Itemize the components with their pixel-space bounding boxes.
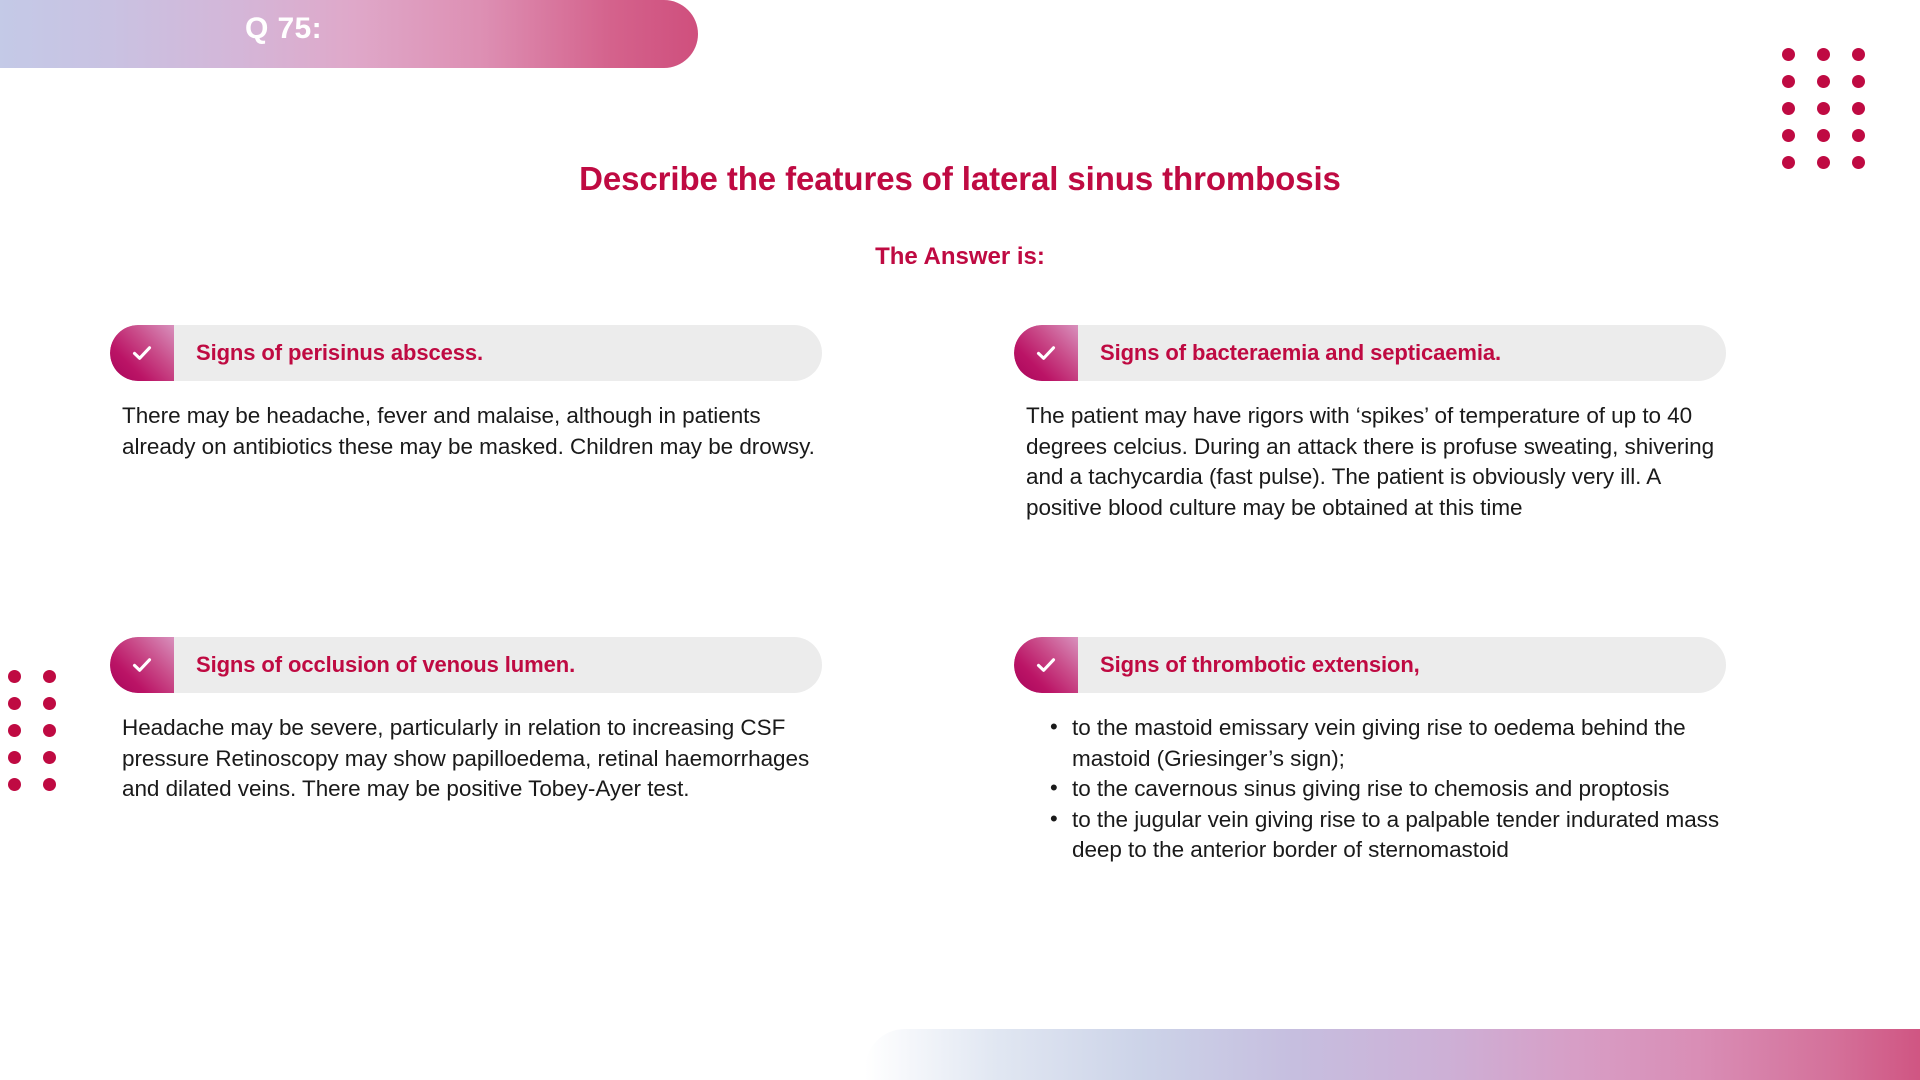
decorative-dot	[1782, 102, 1795, 115]
decorative-dot	[43, 751, 56, 764]
check-icon	[110, 325, 174, 381]
page-title: Describe the features of lateral sinus thrombosis	[579, 160, 1341, 197]
header-ribbon	[0, 0, 698, 68]
answer-card-occlusion-venous-lumen	[110, 637, 822, 805]
decorative-dot	[8, 751, 21, 764]
answer-card-title: Signs of thrombotic extension,	[1100, 652, 1420, 677]
answer-card-body	[1014, 693, 1726, 866]
decorative-dot-grid-left	[8, 670, 78, 805]
decorative-dot	[1817, 48, 1830, 61]
decorative-dot	[8, 778, 21, 791]
decorative-dot	[1817, 102, 1830, 115]
answer-card-body	[1014, 381, 1726, 523]
check-icon	[1014, 637, 1078, 693]
check-icon	[110, 637, 174, 693]
decorative-dot	[8, 724, 21, 737]
footer-ribbon	[865, 1029, 1920, 1080]
decorative-dot	[43, 724, 56, 737]
answer-card-body	[110, 693, 822, 805]
decorative-dot	[1852, 48, 1865, 61]
answer-card-bacteraemia-septicaemia	[1014, 325, 1726, 523]
answer-card-perisinus-abscess	[110, 325, 822, 462]
answer-card-paragraph: There may be headache, fever and malaise, although in patients already on antibiotics these may be masked. Children may be drowsy.	[122, 403, 815, 459]
check-icon	[1014, 325, 1078, 381]
answer-card-body	[110, 381, 822, 462]
question-number-label: Q 75:	[245, 12, 323, 45]
answer-card-bullet-list	[1026, 713, 1726, 866]
decorative-dot	[1852, 102, 1865, 115]
decorative-dot	[43, 778, 56, 791]
answer-card-header	[110, 637, 822, 693]
decorative-dot	[1782, 75, 1795, 88]
decorative-dot	[43, 697, 56, 710]
answer-card-header	[1014, 325, 1726, 381]
answer-card-paragraph: Headache may be severe, particularly in relation to increasing CSF pressure Retinoscopy may show papilloedema, retinal haemorrhages and dilated veins. There may be positive Tobey-Ayer test.	[122, 715, 810, 802]
decorative-dot	[8, 670, 21, 683]
answer-card-bullet-item: • to the jugular vein giving rise to a palpable tender indurated mass deep to the anterior border of sternomastoid	[1072, 805, 1726, 866]
answer-card-bullet-item: • to the mastoid emissary vein giving rise to oedema behind the mastoid (Griesinger’s sign);	[1072, 713, 1726, 774]
decorative-dot	[1817, 75, 1830, 88]
answer-card-bullet-item: • to the cavernous sinus giving rise to chemosis and proptosis	[1072, 774, 1726, 805]
answer-card-paragraph: The patient may have rigors with ‘spikes’ of temperature of up to 40 degrees celcius. During an attack there is profuse sweating, shivering and a tachycardia (fast pulse). The patient is obviously very ill. A positive blood culture may be obtained at this time	[1026, 403, 1715, 520]
decorative-dot	[1852, 129, 1865, 142]
decorative-dot	[8, 697, 21, 710]
answer-card-title: Signs of bacteraemia and septicaemia.	[1100, 340, 1502, 365]
answer-card-title: Signs of occlusion of venous lumen.	[196, 652, 576, 677]
decorative-dot	[1782, 129, 1795, 142]
answer-label: The Answer is:	[875, 243, 1045, 270]
answer-card-thrombotic-extension	[1014, 637, 1726, 866]
decorative-dot	[1852, 75, 1865, 88]
answer-card-header	[110, 325, 822, 381]
decorative-dot	[1782, 48, 1795, 61]
answer-card-title: Signs of perisinus abscess.	[196, 340, 484, 365]
decorative-dot	[1817, 129, 1830, 142]
answer-card-header	[1014, 637, 1726, 693]
decorative-dot	[43, 670, 56, 683]
